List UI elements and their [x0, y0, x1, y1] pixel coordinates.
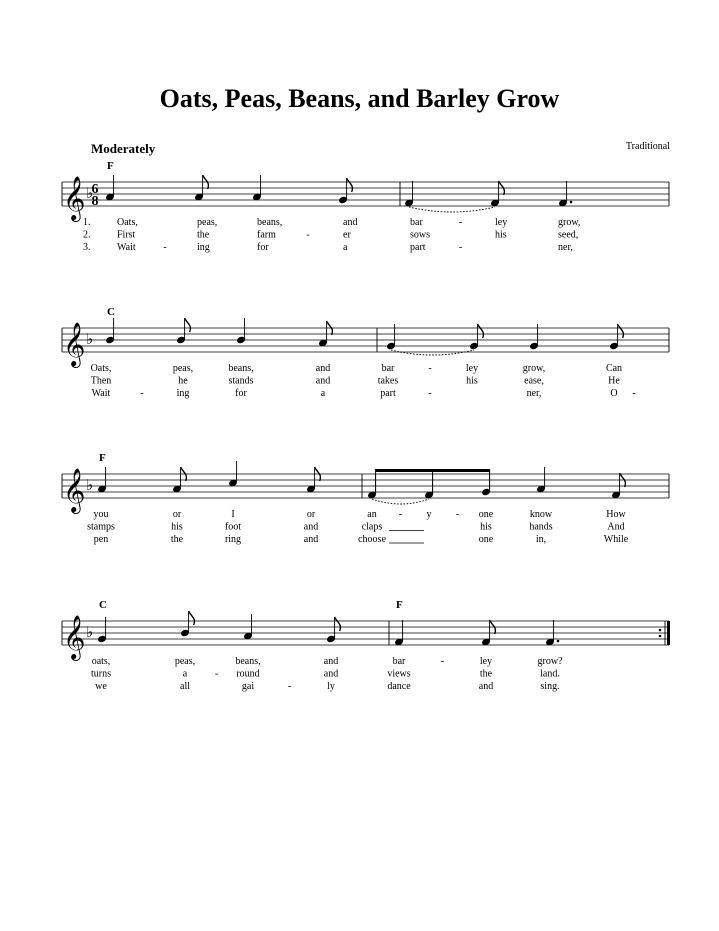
eighth-flag: [335, 617, 341, 631]
lyric-syllable: ing: [197, 242, 210, 253]
slur: [372, 499, 429, 504]
chord-symbol: F: [107, 160, 114, 172]
lyric-syllable: How: [606, 509, 626, 520]
lyric-syllable: Oats,: [90, 363, 112, 374]
lyric-syllable: I: [231, 509, 235, 520]
lyric-syllable: beans,: [235, 656, 261, 667]
lyric-syllable: ley: [465, 363, 479, 374]
time-signature-bottom: 8: [91, 194, 99, 209]
verse-number: 2.: [83, 229, 91, 241]
lyric-syllable: and: [323, 656, 339, 667]
lyric-syllable: and: [478, 681, 494, 692]
lyric-hyphen: -: [306, 229, 310, 241]
treble-clef-icon: 𝄞: [63, 468, 86, 512]
lyric-syllable: seed,: [558, 229, 579, 241]
lyric-syllable: farm: [257, 229, 276, 241]
eighth-flag: [189, 611, 195, 625]
lyric-syllable: for: [257, 242, 269, 253]
lyric-syllable: his: [466, 375, 478, 387]
lyric-syllable: peas,: [197, 217, 218, 228]
flat-key-signature-icon: ♭: [86, 330, 94, 348]
lyric-syllable: his: [171, 521, 183, 533]
lyric-syllable: the: [170, 534, 184, 545]
lyric-hyphen: -: [440, 656, 445, 667]
lyric-syllable: ly: [327, 681, 335, 692]
lyric-syllable: one: [478, 534, 494, 545]
lyric-syllable: sows: [410, 229, 431, 241]
lyric-syllable: grow,: [522, 363, 546, 374]
staff-system-2: [62, 306, 669, 399]
lyric-syllable: Wait: [91, 388, 111, 399]
lyric-syllable: First: [117, 229, 136, 241]
lyric-syllable: and: [343, 217, 358, 228]
lyric-hyphen: -: [214, 668, 219, 680]
lyric-syllable: grow?: [537, 656, 563, 667]
lyric-syllable: all: [180, 681, 190, 692]
lyric-syllable: Can: [605, 363, 623, 374]
lyric-syllable: and: [315, 375, 331, 387]
lyric-hyphen: -: [428, 363, 432, 374]
eighth-flag: [618, 324, 624, 338]
verse-number: 1.: [83, 217, 91, 228]
chord-symbol: F: [99, 452, 106, 464]
chord-symbol: F: [396, 599, 403, 611]
repeat-dot: [659, 635, 662, 638]
lyric-syllable: takes: [377, 375, 399, 387]
lyric-syllable: ing: [176, 388, 190, 399]
lyric-syllable: stamps: [87, 521, 115, 533]
lyric-syllable: and: [303, 521, 319, 533]
lyric-syllable: And: [607, 521, 625, 533]
lyric-syllable: views: [387, 668, 411, 680]
lyric-syllable: and: [303, 534, 319, 545]
lyric-syllable: ley: [495, 217, 508, 228]
lyric-syllable: and: [315, 363, 331, 374]
lyric-syllable: turns: [91, 668, 111, 680]
lyric-syllable: or: [306, 509, 316, 520]
dotted-note-dot: [557, 640, 560, 643]
lyric-syllable: ner,: [558, 242, 573, 253]
lyric-syllable: y: [426, 509, 432, 520]
slur: [409, 207, 495, 212]
lyric-hyphen: -: [287, 681, 292, 692]
lyric-syllable: grow,: [558, 217, 581, 228]
flat-key-signature-icon: ♭: [86, 184, 94, 202]
lyric-syllable: beans,: [228, 363, 254, 374]
tempo-marking: Moderately: [91, 141, 156, 156]
final-thick-barline: [667, 621, 670, 645]
lyric-syllable: a: [320, 388, 326, 399]
lyric-hyphen: -: [140, 388, 144, 399]
lyric-syllable: bar: [392, 656, 406, 667]
lyric-syllable: round: [236, 668, 260, 680]
lyric-syllable: for: [235, 388, 247, 399]
lyric-syllable: Wait: [117, 242, 136, 253]
lyric-syllable: ring: [224, 534, 242, 545]
lyric-syllable: land.: [540, 668, 560, 680]
lyric-syllable: choose: [358, 534, 386, 545]
lyric-syllable: pen: [93, 534, 109, 545]
treble-clef-icon: 𝄞: [63, 176, 86, 220]
composer-credit: Traditional: [625, 141, 670, 152]
lyric-syllable: know: [529, 509, 553, 520]
staff-system-3: [62, 452, 669, 545]
song-title: Oats, Peas, Beans, and Barley Grow: [159, 84, 560, 113]
lyric-hyphen: -: [458, 217, 463, 228]
note: [105, 318, 115, 344]
lyric-syllable: ner,: [526, 388, 542, 399]
lyric-syllable: Oats,: [117, 217, 138, 228]
lyric-syllable: gai: [241, 681, 255, 692]
slur: [391, 350, 474, 355]
lyric-syllable: er: [343, 229, 351, 241]
lyric-syllable: dance: [387, 681, 411, 692]
eighth-flag: [185, 318, 191, 332]
lyric-hyphen: -: [163, 242, 167, 253]
lyric-syllable: an: [367, 509, 377, 520]
chord-symbol: C: [107, 306, 115, 318]
lyric-syllable: O: [610, 388, 618, 399]
lyric-hyphen: -: [458, 242, 463, 253]
verse-number: 3.: [83, 242, 91, 253]
lyric-syllable: he: [178, 375, 188, 387]
eighth-flag: [478, 324, 484, 338]
lyric-syllable: a: [343, 242, 348, 253]
lyric-syllable: ease,: [524, 375, 544, 387]
lyric-syllable: sing.: [540, 681, 560, 692]
lyric-syllable: bar: [410, 217, 423, 228]
repeat-dot: [659, 629, 662, 632]
chord-symbol: C: [99, 599, 107, 611]
lyric-syllable: bar: [381, 363, 395, 374]
time-signature-top: 6: [91, 182, 99, 197]
lyric-syllable: and: [323, 668, 339, 680]
lyric-hyphen: -: [398, 509, 403, 520]
lyric-hyphen: -: [455, 509, 460, 520]
lyric-syllable: we: [95, 681, 107, 692]
lyric-hyphen: -: [428, 388, 432, 399]
lyric-syllable: oats,: [91, 656, 111, 667]
flat-key-signature-icon: ♭: [86, 476, 94, 494]
lyric-syllable: a: [182, 668, 188, 680]
lyric-syllable: his: [480, 521, 492, 533]
note: [180, 611, 194, 637]
dotted-note-dot: [570, 201, 573, 204]
lyric-syllable: hands: [529, 521, 553, 533]
lyric-syllable: claps: [361, 521, 383, 533]
treble-clef-icon: 𝄞: [63, 615, 86, 659]
lyric-syllable: Then: [90, 375, 112, 387]
lyric-syllable: in,: [535, 534, 547, 545]
lyric-syllable: He: [608, 375, 620, 387]
lyric-syllable: peas,: [174, 656, 196, 667]
lyric-syllable: While: [603, 534, 629, 545]
lyric-syllable: ley: [479, 656, 493, 667]
lyric-syllable: foot: [224, 521, 242, 533]
lyric-syllable: peas,: [172, 363, 194, 374]
lyric-syllable: the: [197, 229, 210, 241]
lyric-syllable: stands: [228, 375, 254, 387]
lyric-syllable: you: [93, 509, 109, 520]
treble-clef-icon: 𝄞: [63, 322, 86, 366]
lyric-syllable: the: [479, 668, 493, 680]
note: [236, 318, 246, 344]
lyric-syllable: or: [172, 509, 182, 520]
lyric-hyphen: -: [632, 388, 636, 399]
staff-system-4: [62, 599, 670, 692]
flat-key-signature-icon: ♭: [86, 623, 94, 641]
lyric-syllable: beans,: [257, 217, 283, 228]
eighth-flag: [347, 178, 353, 192]
lyric-syllable: his: [495, 229, 507, 241]
note: [176, 318, 190, 344]
lyric-syllable: part: [380, 388, 396, 399]
lyric-syllable: one: [478, 509, 494, 520]
lyric-syllable: part: [410, 242, 426, 253]
staff-system-1: [62, 160, 669, 253]
